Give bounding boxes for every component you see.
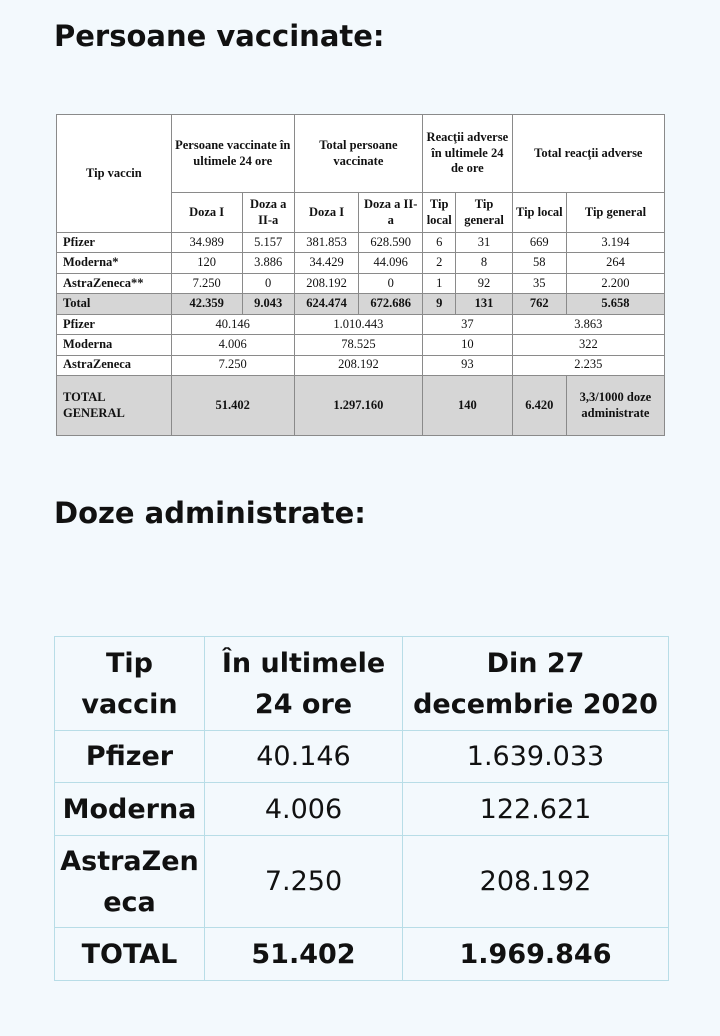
col-header-tip-local-total: Tip local: [512, 193, 566, 233]
cell: 1.639.033: [403, 731, 669, 783]
table-row-total: [57, 294, 665, 314]
cell: 58: [512, 253, 566, 273]
vaccination-stats-table: [56, 114, 665, 436]
cell: 1: [423, 273, 456, 293]
cell: 42.359: [171, 294, 242, 314]
cell: 35: [512, 273, 566, 293]
row-label: AstraZeneca: [57, 355, 172, 375]
cell: 208.192: [403, 836, 669, 928]
cell: 9.043: [242, 294, 294, 314]
cell: 2: [423, 253, 456, 273]
row-label: TOTAL GENERAL: [57, 376, 172, 436]
cell: 2.200: [566, 273, 664, 293]
cell: 1.969.846: [403, 928, 669, 981]
row-label: Pfizer: [55, 731, 205, 783]
cell: 9: [423, 294, 456, 314]
cell: 3,3/1000 doze administrate: [566, 376, 664, 436]
heading-vaccinated: Persoane vaccinate:: [54, 19, 385, 53]
row-label: AstraZeneca: [55, 836, 205, 928]
cell: 8: [456, 253, 512, 273]
cell: 3.886: [242, 253, 294, 273]
cell: 51.402: [205, 928, 403, 981]
table-row: [55, 783, 669, 836]
cell: 78.525: [294, 335, 422, 355]
col-header-24h: În ultimele 24 ore: [205, 637, 403, 731]
row-label: TOTAL: [55, 928, 205, 981]
cell: 7.250: [171, 273, 242, 293]
table-row-total: [55, 928, 669, 981]
col-header-tip-local: Tip local: [423, 193, 456, 233]
table-row-total-general: [57, 376, 665, 436]
cell: 3.863: [512, 314, 664, 334]
table-row: [57, 233, 665, 253]
col-header-tip-vaccin: Tip vaccin: [57, 115, 172, 233]
cell: 37: [423, 314, 513, 334]
heading-doses: Doze administrate:: [54, 496, 366, 530]
cell: 381.853: [294, 233, 359, 253]
cell: 672.686: [359, 294, 423, 314]
cell: 0: [242, 273, 294, 293]
cell: 264: [566, 253, 664, 273]
table-row: [55, 836, 669, 928]
row-label: Total: [57, 294, 172, 314]
cell: 2.235: [512, 355, 664, 375]
cell: 7.250: [171, 355, 294, 375]
cell: 6.420: [512, 376, 566, 436]
cell: 92: [456, 273, 512, 293]
cell: 31: [456, 233, 512, 253]
table-row: [57, 314, 665, 334]
cell: 1.010.443: [294, 314, 422, 334]
cell: 3.194: [566, 233, 664, 253]
col-header-tip-vaccin: Tip vaccin: [55, 637, 205, 731]
cell: 208.192: [294, 273, 359, 293]
cell: 322: [512, 335, 664, 355]
cell: 5.658: [566, 294, 664, 314]
doses-table: [54, 636, 669, 981]
row-label: AstraZeneca**: [57, 273, 172, 293]
col-header-total-persoane: Total persoane vaccinate: [294, 115, 422, 193]
cell: 120: [171, 253, 242, 273]
col-header-tip-general-total: Tip general: [566, 193, 664, 233]
cell: 140: [423, 376, 513, 436]
cell: 5.157: [242, 233, 294, 253]
col-header-doza1-total: Doza I: [294, 193, 359, 233]
row-label: Moderna*: [57, 253, 172, 273]
col-header-doza2-total: Doza a II-a: [359, 193, 423, 233]
cell: 4.006: [171, 335, 294, 355]
table-row: [57, 273, 665, 293]
cell: 34.429: [294, 253, 359, 273]
cell: 669: [512, 233, 566, 253]
col-header-doza2: Doza a II-a: [242, 193, 294, 233]
cell: 44.096: [359, 253, 423, 273]
cell: 34.989: [171, 233, 242, 253]
cell: 40.146: [171, 314, 294, 334]
row-label: Moderna: [57, 335, 172, 355]
table-header-row: [55, 637, 669, 731]
cell: 1.297.160: [294, 376, 422, 436]
col-header-persoane-24h: Persoane vaccinate în ultimele 24 ore: [171, 115, 294, 193]
cell: 93: [423, 355, 513, 375]
vaccination-stats-image: [56, 114, 665, 436]
cell: 6: [423, 233, 456, 253]
table-row: [57, 253, 665, 273]
cell: 624.474: [294, 294, 359, 314]
row-label: Pfizer: [57, 233, 172, 253]
cell: 762: [512, 294, 566, 314]
cell: 122.621: [403, 783, 669, 836]
col-header-tip-general: Tip general: [456, 193, 512, 233]
col-header-reactii-24h: Reacţii adverse în ultimele 24 de ore: [423, 115, 513, 193]
col-header-since: Din 27 decembrie 2020: [403, 637, 669, 731]
cell: 7.250: [205, 836, 403, 928]
col-header-total-reactii: Total reacţii adverse: [512, 115, 664, 193]
cell: 131: [456, 294, 512, 314]
row-label: Pfizer: [57, 314, 172, 334]
table-row: [55, 731, 669, 783]
col-header-doza1: Doza I: [171, 193, 242, 233]
cell: 208.192: [294, 355, 422, 375]
cell: 0: [359, 273, 423, 293]
cell: 628.590: [359, 233, 423, 253]
table-row: [57, 335, 665, 355]
cell: 10: [423, 335, 513, 355]
cell: 40.146: [205, 731, 403, 783]
cell: 51.402: [171, 376, 294, 436]
cell: 4.006: [205, 783, 403, 836]
row-label: Moderna: [55, 783, 205, 836]
table-row: [57, 355, 665, 375]
